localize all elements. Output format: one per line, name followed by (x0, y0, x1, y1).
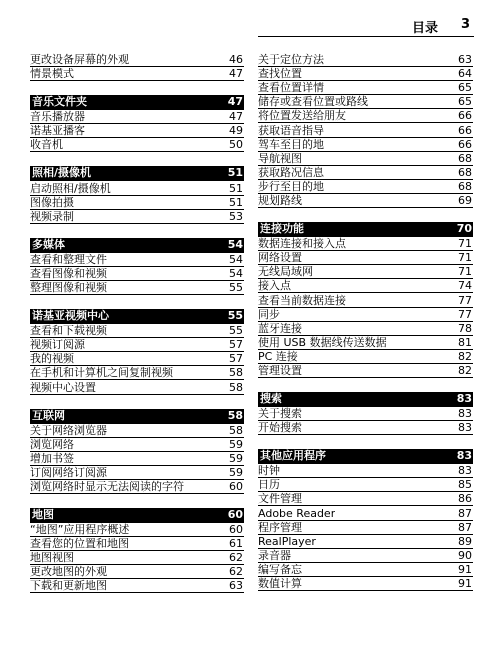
toc-section (30, 166, 244, 223)
page-title: 目录 (411, 21, 438, 36)
toc-section (30, 409, 244, 494)
entry-title: 查看位置详情 (258, 81, 324, 95)
toc-entry[interactable] (258, 67, 473, 81)
entry-page-number: 71 (458, 237, 472, 251)
entry-title: 储存或查看位置或路线 (258, 95, 368, 109)
entry-page-number: 81 (458, 335, 472, 349)
toc-entry[interactable] (258, 535, 473, 549)
entry-page-number: 66 (458, 123, 472, 137)
entry-page-number: 78 (458, 321, 472, 335)
entry-page-number: 46 (229, 53, 243, 67)
entry-title: 文件管理 (258, 492, 302, 506)
toc-entry[interactable] (30, 565, 244, 579)
entry-title: 关于定位方法 (258, 53, 324, 67)
chapter-page-number: 83 (456, 391, 472, 405)
entry-title: 浏览网络时显示无法阅读的字符 (30, 479, 184, 493)
chapter-page-number: 70 (456, 222, 472, 236)
entry-page-number: 59 (229, 437, 243, 451)
toc-entry[interactable] (30, 181, 244, 195)
toc-entry[interactable] (30, 352, 244, 366)
entry-title: 图像拍摄 (30, 195, 74, 209)
entry-page-number: 87 (458, 520, 472, 534)
entry-title: 音乐播放器 (30, 110, 85, 124)
entry-title: 驾车至目的地 (258, 137, 324, 151)
chapter-page-number: 83 (456, 449, 472, 463)
chapter-title: 照相/摄像机 (32, 166, 92, 180)
entry-title: 收音机 (30, 138, 63, 152)
entry-page-number: 77 (458, 307, 472, 321)
entry-page-number: 58 (229, 380, 243, 394)
toc-entry[interactable] (30, 466, 244, 480)
toc-section (258, 392, 473, 435)
entry-title: 查看图像和视频 (30, 266, 107, 280)
entry-page-number: 89 (458, 534, 472, 548)
toc-entry[interactable] (258, 123, 473, 137)
chapter-page-number: 47 (227, 95, 243, 109)
entry-page-number: 86 (458, 492, 472, 506)
chapter-title: 诺基亚视频中心 (32, 309, 109, 323)
entry-page-number: 87 (458, 506, 472, 520)
entry-title: 开始搜索 (258, 421, 302, 435)
toc-entry[interactable] (258, 53, 473, 67)
entry-page-number: 82 (458, 349, 472, 363)
entry-title: 同步 (258, 307, 280, 321)
toc-entry[interactable] (258, 563, 473, 577)
toc-section (258, 222, 473, 378)
chapter-title: 连接功能 (260, 222, 304, 236)
entry-page-number: 58 (229, 423, 243, 437)
page-number: 3 (460, 17, 470, 32)
entry-title: 关于网络浏览器 (30, 423, 107, 437)
toc-section (30, 95, 244, 152)
entry-page-number: 57 (229, 338, 243, 352)
toc-entry[interactable] (30, 253, 244, 267)
toc-entry[interactable] (30, 480, 244, 494)
toc-entry[interactable] (30, 424, 244, 438)
toc-entry[interactable] (30, 67, 244, 81)
toc-entry[interactable] (258, 421, 473, 435)
toc-entry[interactable] (258, 293, 473, 307)
chapter-title: 音乐文件夹 (32, 95, 87, 109)
entry-page-number: 54 (229, 252, 243, 266)
entry-title: 管理设置 (258, 363, 302, 377)
toc-entry[interactable] (258, 506, 473, 520)
toc-entry[interactable] (30, 53, 244, 67)
entry-title: 查找位置 (258, 67, 302, 81)
toc-entry[interactable] (258, 464, 473, 478)
entry-page-number: 53 (229, 209, 243, 223)
entry-title: 将位置发送给朋友 (258, 109, 346, 123)
entry-title: 蓝牙连接 (258, 321, 302, 335)
entry-title: 规划路线 (258, 194, 302, 208)
toc-entry[interactable] (258, 152, 473, 166)
toc-entry[interactable] (30, 138, 244, 152)
entry-page-number: 58 (229, 366, 243, 380)
chapter-page-number: 60 (227, 507, 243, 521)
entry-page-number: 63 (229, 579, 243, 593)
entry-title: 日历 (258, 478, 280, 492)
toc-entry[interactable] (258, 279, 473, 293)
entry-page-number: 83 (458, 464, 472, 478)
entry-page-number: 50 (229, 138, 243, 152)
toc-entry[interactable] (258, 521, 473, 535)
toc-entry[interactable] (258, 492, 473, 506)
entry-title: 下载和更新地图 (30, 579, 107, 593)
toc-chapter-heading[interactable] (30, 238, 244, 253)
chapter-title: 其他应用程序 (260, 449, 326, 463)
toc-chapter-heading[interactable] (258, 392, 473, 407)
entry-title: 编写备忘 (258, 562, 302, 576)
entry-title: 数据连接和接入点 (258, 237, 346, 251)
toc-entry[interactable] (258, 95, 473, 109)
toc-section (30, 309, 244, 394)
toc-entry[interactable] (258, 166, 473, 180)
toc-entry[interactable] (258, 237, 473, 251)
entry-page-number: 51 (229, 195, 243, 209)
toc-entry[interactable] (30, 338, 244, 352)
toc-entry[interactable] (30, 380, 244, 394)
entry-title: Adobe Reader (258, 506, 336, 520)
entry-title: 录音器 (258, 548, 291, 562)
entry-page-number: 65 (458, 95, 472, 109)
entry-page-number: 71 (458, 265, 472, 279)
toc-right-column (258, 53, 473, 605)
entry-page-number: 59 (229, 465, 243, 479)
toc-entry[interactable] (258, 194, 473, 208)
toc-entry[interactable] (30, 537, 244, 551)
toc-entry[interactable] (30, 438, 244, 452)
entry-page-number: 60 (229, 479, 243, 493)
entry-title: 订阅网络订阅源 (30, 465, 107, 479)
toc-entry[interactable] (30, 267, 244, 281)
toc-entry[interactable] (258, 407, 473, 421)
toc-entry[interactable] (30, 523, 244, 537)
chapter-page-number: 58 (227, 408, 243, 422)
entry-page-number: 68 (458, 165, 472, 179)
entry-title: 在手机和计算机之间复制视频 (30, 366, 173, 380)
toc-left-column (30, 53, 244, 607)
toc-entry[interactable] (30, 210, 244, 224)
entry-title: 使用 USB 数据线传送数据 (258, 335, 387, 349)
entry-title: 导航视图 (258, 151, 302, 165)
entry-title: 网络设置 (258, 251, 302, 265)
entry-page-number: 63 (458, 53, 472, 67)
chapter-page-number: 51 (227, 166, 243, 180)
entry-title: 获取语音指导 (258, 123, 324, 137)
entry-title: 接入点 (258, 279, 291, 293)
toc-entry[interactable] (258, 322, 473, 336)
entry-title: 视频录制 (30, 209, 74, 223)
toc-entry[interactable] (30, 452, 244, 466)
toc-entry[interactable] (258, 336, 473, 350)
toc-entry[interactable] (258, 180, 473, 194)
entry-title: 获取路况信息 (258, 165, 324, 179)
toc-entry[interactable] (30, 366, 244, 380)
page-header (0, 17, 496, 37)
toc-entry[interactable] (258, 138, 473, 152)
toc-entry[interactable] (30, 579, 244, 593)
toc-entry[interactable] (258, 109, 473, 123)
entry-title: 查看您的位置和地图 (30, 537, 129, 551)
entry-title: 数值计算 (258, 577, 302, 590)
entry-title: 地图视图 (30, 551, 74, 565)
entry-page-number: 69 (458, 194, 472, 208)
entry-page-number: 66 (458, 137, 472, 151)
entry-title: 步行至目的地 (258, 179, 324, 193)
entry-page-number: 61 (229, 537, 243, 551)
toc-entry[interactable] (30, 124, 244, 138)
toc-entry[interactable] (258, 364, 473, 378)
toc-entry[interactable] (258, 308, 473, 322)
entry-title: 时钟 (258, 464, 280, 478)
toc-section (30, 53, 244, 81)
toc-entry[interactable] (30, 196, 244, 210)
entry-page-number: 64 (458, 67, 472, 81)
entry-page-number: 55 (229, 324, 243, 338)
toc-entry[interactable] (258, 265, 473, 279)
entry-title: 我的视频 (30, 352, 74, 366)
entry-title: 程序管理 (258, 520, 302, 534)
entry-title: 查看和下载视频 (30, 324, 107, 338)
entry-page-number: 47 (229, 67, 243, 81)
toc-chapter-heading[interactable] (30, 409, 244, 424)
entry-title: 浏览网络 (30, 437, 74, 451)
entry-title: “地图”应用程序概述 (30, 523, 130, 537)
toc-entry[interactable] (258, 478, 473, 492)
chapter-title: 多媒体 (32, 237, 65, 251)
toc-chapter-heading[interactable] (30, 508, 244, 523)
toc-entry[interactable] (30, 110, 244, 124)
toc-section (30, 238, 244, 295)
entry-page-number: 91 (458, 562, 472, 576)
entry-page-number: 91 (458, 577, 472, 590)
entry-title: 无线局域网 (258, 265, 313, 279)
entry-title: 更改设备屏幕的外观 (30, 53, 129, 67)
entry-title: 视频订阅源 (30, 338, 85, 352)
entry-title: 启动照相/摄像机 (30, 181, 111, 195)
toc-chapter-heading[interactable] (30, 95, 244, 110)
entry-title: 关于搜索 (258, 407, 302, 421)
entry-page-number: 59 (229, 451, 243, 465)
chapter-title: 互联网 (32, 408, 65, 422)
toc-entry[interactable] (30, 324, 244, 338)
entry-page-number: 83 (458, 407, 472, 421)
toc-entry[interactable] (258, 350, 473, 364)
entry-page-number: 54 (229, 266, 243, 280)
entry-title: 整理图像和视频 (30, 281, 107, 295)
chapter-title: 搜索 (260, 391, 282, 405)
entry-page-number: 60 (229, 523, 243, 537)
entry-title: 查看和整理文件 (30, 252, 107, 266)
entry-page-number: 77 (458, 293, 472, 307)
entry-page-number: 90 (458, 548, 472, 562)
toc-entry[interactable] (258, 251, 473, 265)
toc-entry[interactable] (30, 281, 244, 295)
toc-chapter-heading[interactable] (30, 166, 244, 181)
entry-page-number: 82 (458, 363, 472, 377)
toc-section (258, 449, 473, 591)
entry-page-number: 65 (458, 81, 472, 95)
entry-title: 诺基亚播客 (30, 124, 85, 138)
toc-section (30, 508, 244, 593)
entry-page-number: 68 (458, 179, 472, 193)
toc-entry[interactable] (258, 577, 473, 591)
toc-section (258, 53, 473, 208)
entry-page-number: 71 (458, 251, 472, 265)
entry-title: 情景模式 (30, 67, 74, 81)
toc-chapter-heading[interactable] (258, 449, 473, 464)
toc-entry[interactable] (258, 549, 473, 563)
entry-page-number: 85 (458, 478, 472, 492)
entry-page-number: 55 (229, 281, 243, 295)
entry-title: PC 连接 (258, 349, 298, 363)
entry-page-number: 74 (458, 279, 472, 293)
chapter-page-number: 55 (227, 309, 243, 323)
entry-title: 查看当前数据连接 (258, 293, 346, 307)
entry-page-number: 57 (229, 352, 243, 366)
entry-page-number: 49 (229, 124, 243, 138)
entry-page-number: 68 (458, 151, 472, 165)
entry-title: 增加书签 (30, 451, 74, 465)
toc-entry[interactable] (30, 551, 244, 565)
entry-page-number: 62 (229, 565, 243, 579)
toc-chapter-heading[interactable] (30, 309, 244, 324)
entry-page-number: 66 (458, 109, 472, 123)
toc-entry[interactable] (258, 81, 473, 95)
entry-page-number: 47 (229, 110, 243, 124)
entry-page-number: 83 (458, 421, 472, 435)
entry-title: RealPlayer (258, 534, 316, 548)
toc-chapter-heading[interactable] (258, 222, 473, 237)
header-rule (258, 36, 474, 37)
chapter-title: 地图 (32, 507, 54, 521)
entry-page-number: 62 (229, 551, 243, 565)
entry-page-number: 51 (229, 181, 243, 195)
entry-title: 视频中心设置 (30, 380, 96, 394)
entry-title: 更改地图的外观 (30, 565, 107, 579)
chapter-page-number: 54 (227, 237, 243, 251)
